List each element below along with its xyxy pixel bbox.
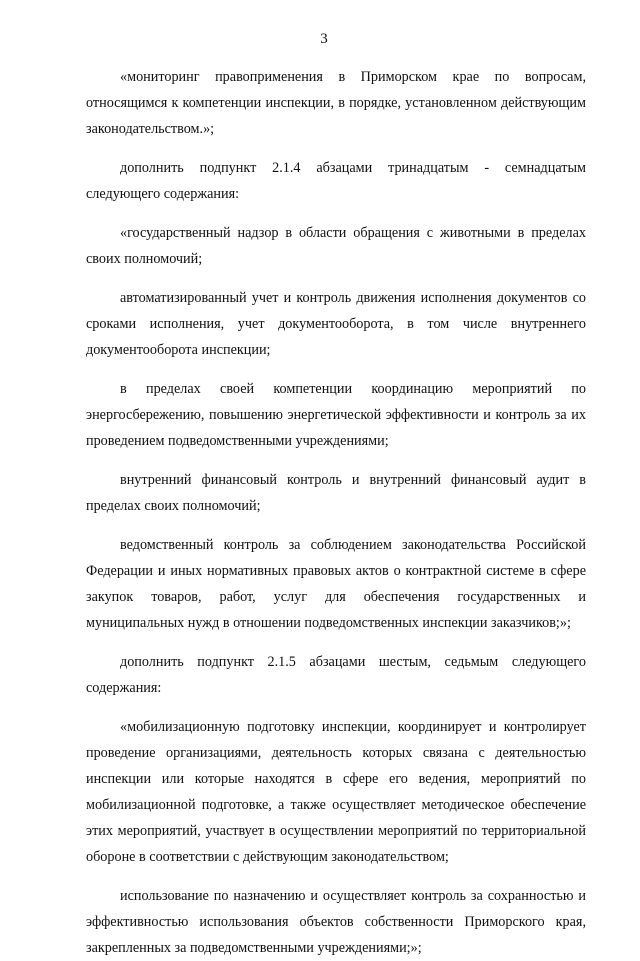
page-number: 3 xyxy=(320,31,328,47)
paragraph: дополнить подпункт 2.1.4 абзацами тринадцатым - семнадцатым следующего содержания: xyxy=(86,160,586,202)
paragraph: в пределах своей компетенции координацию мероприятий по энергосбережению, повышению энергетической эффективности и контроль за их проведением подведомственными учреждениями; xyxy=(86,381,586,449)
paragraph: дополнить подпункт 2.1.5 абзацами шестым, седьмым следующего содержания: xyxy=(86,654,586,696)
paragraph: внутренний финансовый контроль и внутренний финансовый аудит в пределах своих полномочий; xyxy=(86,472,586,514)
paragraph: ведомственный контроль за соблюдением законодательства Российской Федерации и иных нормативных правовых актов о контрактной системе в сфере закупок товаров, работ, услуг для обеспечения государственных и муниципальных нужд в отношении подведомственных инспекции заказчиков;»; xyxy=(86,537,586,631)
paragraph: «мобилизационную подготовку инспекции, координирует и контролирует проведение организациями, деятельность которых связана с деятельностью инспекции или которые находятся в сфере его ведения, мероприятий по мобилизационной подготовке, а также осуществляет методическое обеспечение этих мероприятий, участвует в осуществлении мероприятий по территориальной обороне в соответствии с действующим законодательством; xyxy=(86,719,586,865)
paragraph: «государственный надзор в области обращения с животными в пределах своих полномочий; xyxy=(86,225,586,267)
document-body xyxy=(86,64,586,961)
paragraph: автоматизированный учет и контроль движения исполнения документов со сроками исполнения, учет документооборота, в том числе внутреннего документооборота инспекции; xyxy=(86,290,586,358)
paragraph: «мониторинг правоприменения в Приморском крае по вопросам, относящимся к компетенции инспекции, в порядке, установленном действующим законодательством.»; xyxy=(86,69,586,137)
paragraph: использование по назначению и осуществляет контроль за сохранностью и эффективностью использования объектов собственности Приморского края, закрепленных за подведомственными учреждениями;»; xyxy=(86,888,586,956)
